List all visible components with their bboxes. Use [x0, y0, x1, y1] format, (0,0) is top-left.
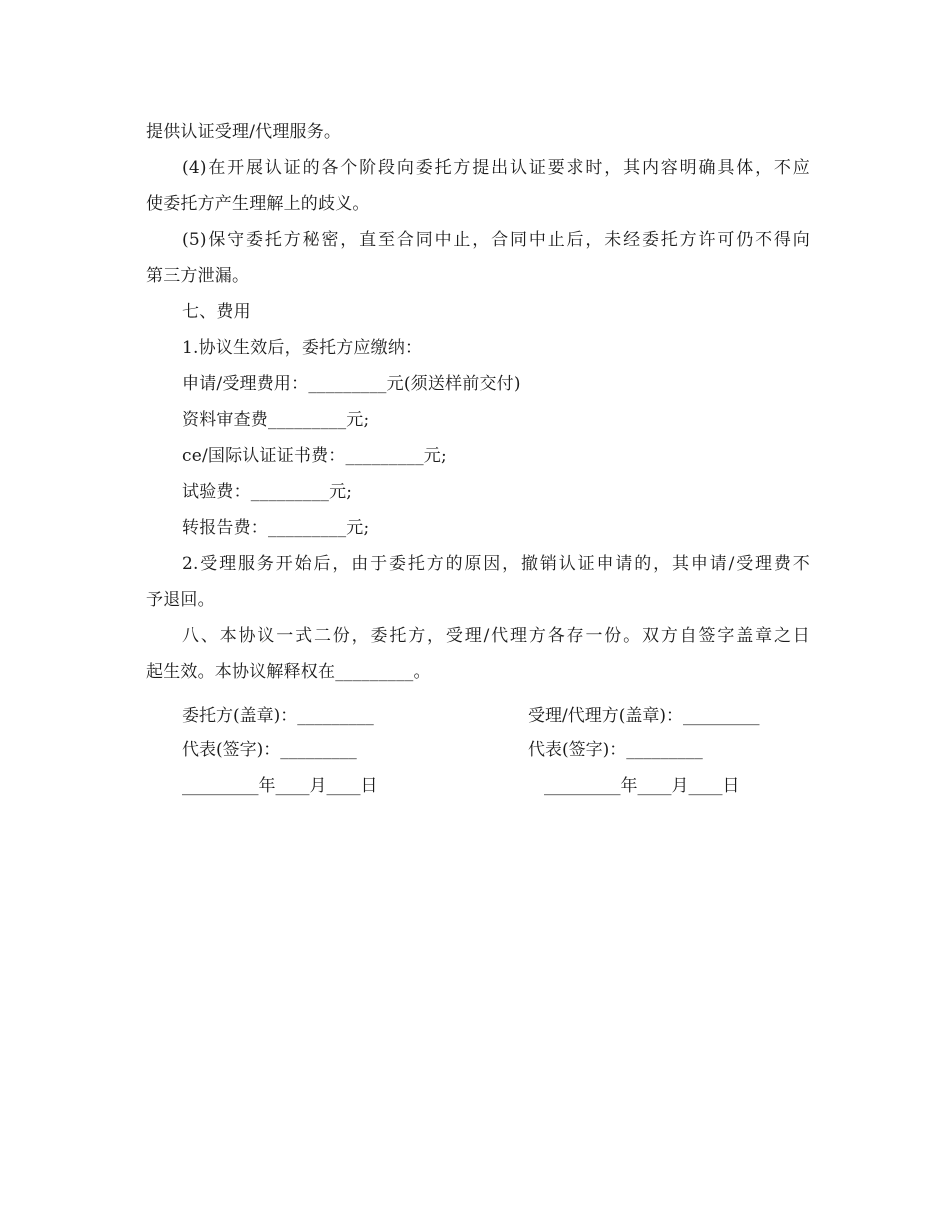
- paragraph-line: 提供认证受理/代理服务。: [146, 122, 342, 142]
- document-body: [146, 114, 810, 690]
- agent-representative-field: 代表(签字)：_________: [528, 740, 703, 760]
- fee-item-application: 申请/受理费用：_________元(须送样前交付): [182, 374, 521, 394]
- client-seal-field: 委托方(盖章)：_________: [182, 706, 374, 726]
- signature-row-date: [182, 768, 802, 804]
- fee-item-report-transfer: 转报告费：_________元;: [182, 518, 370, 538]
- agent-seal-field: 受理/代理方(盖章)：_________: [528, 706, 760, 726]
- client-representative-field: 代表(签字)：_________: [182, 740, 357, 760]
- fee-item-certificate: ce/国际认证证书费：_________元;: [182, 446, 447, 466]
- section-heading-fees: 七、费用: [182, 302, 251, 322]
- paragraph-line: 2.受理服务开始后，由于委托方的原因，撤销认证申请的，其申请/受理费不: [182, 554, 810, 574]
- paragraph-line: 使委托方产生理解上的歧义。: [146, 194, 370, 214]
- paragraph-line: 起生效。本协议解释权在_________。: [146, 662, 431, 682]
- signature-row-representative: [182, 732, 802, 768]
- paragraph-line: 1.协议生效后，委托方应缴纳：: [182, 338, 423, 358]
- paragraph-line: 第三方泄漏。: [146, 266, 250, 286]
- paragraph-line: (5)保守委托方秘密，直至合同中止，合同中止后，未经委托方许可仍不得向: [182, 230, 810, 250]
- fee-item-test: 试验费：_________元;: [182, 482, 353, 502]
- agent-date-field: _________年____月____日: [544, 776, 740, 796]
- paragraph-line: (4)在开展认证的各个阶段向委托方提出认证要求时，其内容明确具体，不应: [182, 158, 810, 178]
- signature-row-seal: [182, 698, 802, 734]
- paragraph-line: 予退回。: [146, 590, 215, 610]
- section-heading-copies: 八、本协议一式二份，委托方，受理/代理方各存一份。双方自签字盖章之日: [182, 626, 810, 646]
- client-date-field: _________年____月____日: [182, 776, 378, 796]
- fee-item-document-review: 资料审查费_________元;: [182, 410, 370, 430]
